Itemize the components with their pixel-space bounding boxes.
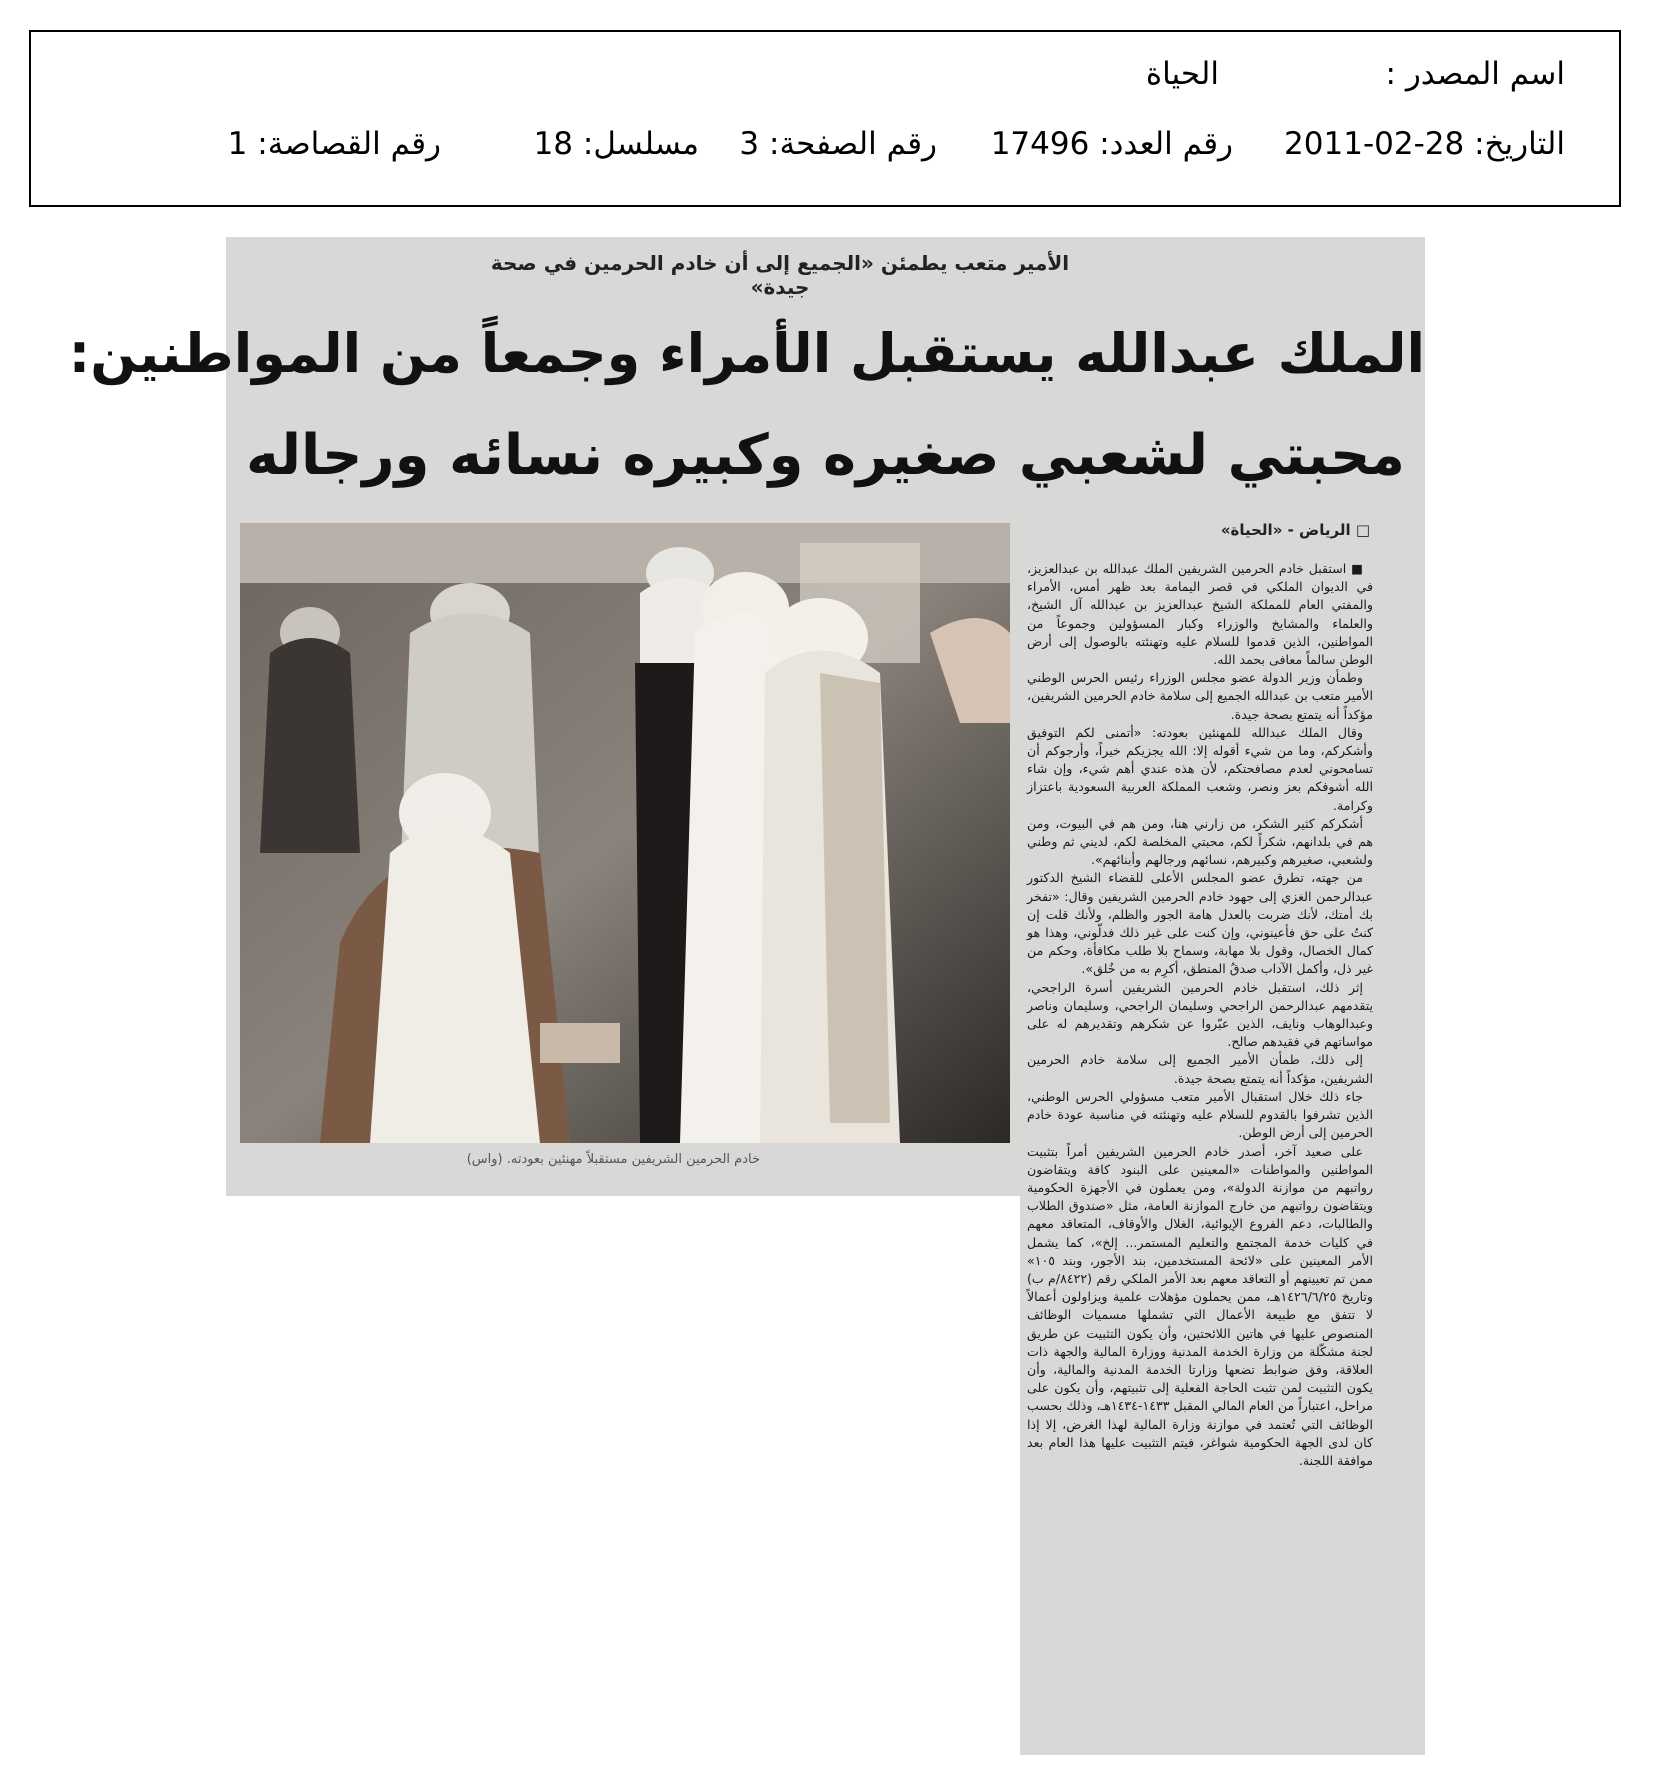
clipping-metadata-box bbox=[29, 30, 1621, 207]
article-dateline: □ الرياض - «الحياة» bbox=[1220, 521, 1370, 539]
page-field bbox=[739, 124, 937, 164]
serial-label: مسلسل: bbox=[582, 126, 699, 162]
headline-line-2: محبتي لشعبي صغيره وكبيره نسائه ورجاله bbox=[246, 423, 1405, 488]
issue-field bbox=[991, 124, 1233, 164]
date-field bbox=[1284, 124, 1565, 164]
article-paragraph: وقال الملك عبدالله للمهنئين بعودته: «أتمنى لكم التوفيق وأشكركم، وما من شيء أقوله إلا: الله يجزيكم خيراً، وأرجوكم أن تسامحوني لعدم مصافحتكم، لأن هذه عندي أهم شيء، وإن شاء الله أشوفكم بعز ونصر، وشعب المملكة العربية السعودية باعتزاز وكرامة. bbox=[1027, 724, 1373, 813]
issue-value: 17496 bbox=[990, 126, 1090, 162]
page-value: 3 bbox=[739, 126, 760, 162]
clip-number-field bbox=[228, 124, 441, 164]
article-body bbox=[1027, 560, 1373, 1470]
article-paragraph: جاء ذلك خلال استقبال الأمير متعب مسؤولي الحرس الوطني، الذين تشرفوا بالقدوم للسلام عليه وتهنئته في مناسبة عودة خادم الحرمين إلى أرض الوطن. bbox=[1027, 1088, 1373, 1141]
clip-number-value: 1 bbox=[227, 126, 248, 162]
clip-number-label: رقم القصاصة: bbox=[257, 126, 441, 162]
article-paragraph: إثر ذلك، استقبل خادم الحرمين الشريفين أسرة الراجحي، يتقدمهم عبدالرحمن الراجحي وسليمان الراجحي، وسليمان وناصر وعبدالوهاب ونايف، الذين عبّروا عن شكرهم وتقديرهم له على مواساتهم في فقيدهم صالح. bbox=[1027, 979, 1373, 1050]
article-paragraph: إلى ذلك، طمأن الأمير الجميع إلى سلامة خادم الحرمين الشريفين، مؤكداً أنه يتمتع بصحة جيدة. bbox=[1027, 1052, 1373, 1086]
headline-line-1: الملك عبدالله يستقبل الأمراء وجمعاً من المواطنين: bbox=[68, 322, 1425, 385]
date-label: التاريخ: bbox=[1474, 126, 1565, 162]
serial-value: 18 bbox=[533, 126, 574, 162]
date-value: 2011-02-28 bbox=[1284, 126, 1465, 162]
article-paragraph: وطمأن وزير الدولة عضو مجلس الوزراء رئيس الحرس الوطني الأمير متعب بن عبدالله الجميع إلى سلامة خادم الحرمين الشريفين، مؤكداً أنه يتمتع بصحة جيدة. bbox=[1027, 670, 1373, 722]
serial-field bbox=[534, 124, 699, 164]
source-label: اسم المصدر : bbox=[1385, 56, 1565, 92]
photo-illustration bbox=[240, 523, 1010, 1143]
source-value: الحياة bbox=[1145, 56, 1219, 92]
article-kicker: الأمير متعب يطمئن «الجميع إلى أن خادم الحرمين في صحة جيدة» bbox=[490, 251, 1070, 299]
photo-caption: خادم الحرمين الشريفين مستقبلاً مهنئين بعودته. (واس) bbox=[466, 1152, 760, 1167]
issue-label: رقم العدد: bbox=[1099, 126, 1233, 162]
article-paragraph: ■ استقبل خادم الحرمين الشريفين الملك عبدالله بن عبدالعزيز، في الديوان الملكي في قصر اليمامة بعد ظهر أمس، الأمراء والمفتي العام للمملكة الشيخ عبدالعزيز بن عبدالله آل الشيخ، والعلماء والمشايخ والوزراء وكبار المسؤولين وجموعاً من المواطنين، الذين قدموا للسلام عليه وتهنئته بالوصول إلى أرض الوطن سالماً معافى بحمد الله. bbox=[1027, 561, 1373, 668]
article-paragraph: على صعيد آخر، أصدر خادم الحرمين الشريفين أمراً بتثبيت المواطنين والمواطنات «المعينين على البنود كافة ويتقاضون رواتبهم من موازنة الدولة»، ومن يعملون في الأجهزة الحكومية ويتقاضون رواتبهم من خارج الموازنة العامة، مثل «صندوق الطلاب والطالبات، دعم الفروع الإيوائية، الغلال والأوقاف، المتعاقد معهم في كليات خدمة المجتمع والتعليم المستمر... إلخ»، كما يشمل الأمر المعينين على «لائحة المستخدمين، بند الأجور، وبند ١٠٥» ممن تم تعيينهم أو التعاقد معهم بعد الأمر الملكي رقم (٨٤٢٢/م ب) وتاريخ ١٤٢٦/٦/٢٥هـ، ممن يحملون مؤهلات علمية ويزاولون أعمالاً لا تتفق مع طبيعة الأعمال التي تشملها مسميات الوظائف المنصوص عليها في هاتين اللائحتين، وأن يكون التثبيت عن طريق لجنة مشكّلة من وزارة الخدمة المدنية ووزارة المالية والجهة ذات العلاقة، وفق ضوابط تضعها وزارتا الخدمة المدنية والمالية، وأن يكون التثبيت لمن تثبت الحاجة الفعلية إلى تثبيتهم، وأن يكون على مراحل، اعتباراً من العام المالي المقبل ١٤٣٣-١٤٣٤هـ، وذلك بحسب الوظائف التي تُعتمد في موازنة وزارة المالية لهذا الغرض، إلا إذا كان لدى الجهة الحكومية شواغر، فيتم التثبيت عليها هذا العام بعد موافقة اللجنة. bbox=[1027, 1143, 1374, 1468]
article-photo bbox=[240, 523, 1010, 1143]
page-label: رقم الصفحة: bbox=[769, 126, 937, 162]
article-paragraph: أشكركم كثير الشكر، من زارني هنا، ومن هم في البيوت، ومن هم في بلدانهم، شكراً لكم، محبتي المخلصة لكم، لديني ثم وطني ولشعبي، صغيرهم وكبيرهم، نسائهم ورجالهم وأبنائهم». bbox=[1027, 815, 1373, 868]
article-paragraph: من جهته، تطرق عضو المجلس الأعلى للقضاء الشيخ الدكتور عبدالرحمن الغزي إلى جهود خادم الحرمين الشريفين وقال: «تفخر بك أمتك، لأنك ضربت بالعدل هامة الجور والظلم، ولأنك قلت إن كنتُ على حق فأعينوني، وإن كنت على غير ذلك فدلّوني، وهذا هو كمال الخصال، وقول بلا مهابة، وسماح بلا طلب مكافأة، وحكم من غير ذل، وأكمل الآداب صدقُ المنطق، أكرِم به من خُلق». bbox=[1027, 870, 1373, 977]
